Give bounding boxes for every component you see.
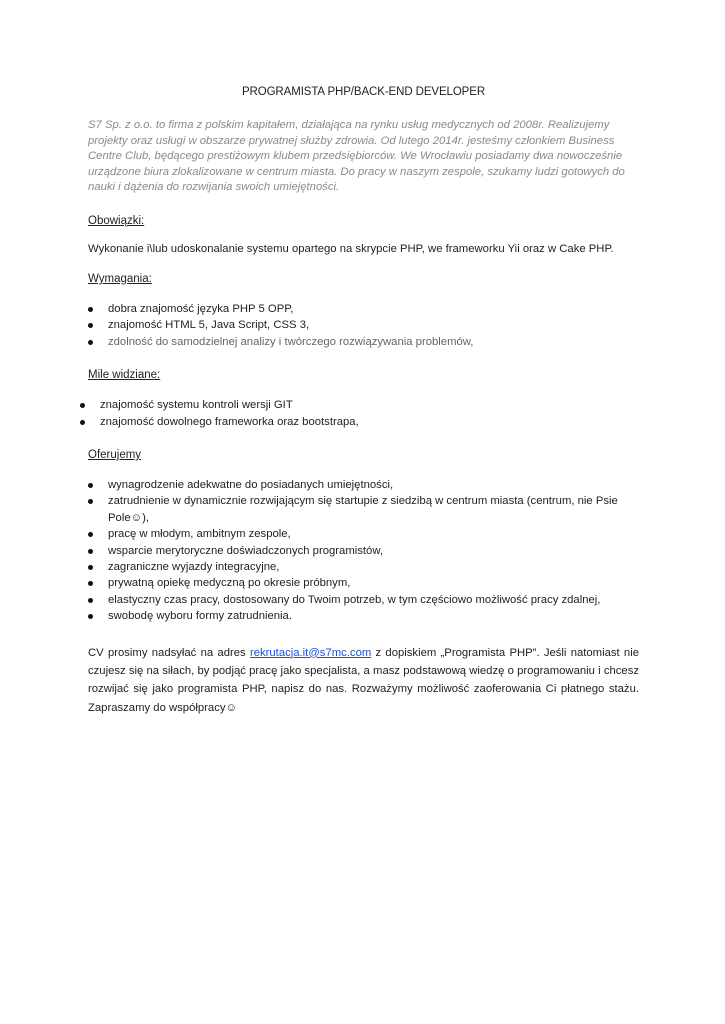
list-item: dobra znajomość języka PHP 5 OPP, xyxy=(88,301,639,317)
document-content xyxy=(88,86,639,717)
bullet-icon xyxy=(88,483,93,488)
bullet-icon xyxy=(88,581,93,586)
bullet-icon xyxy=(88,565,93,570)
requirements-heading: Wymagania: xyxy=(88,272,152,285)
list-item: prywatną opiekę medyczną po okresie próbnym, xyxy=(88,575,639,591)
email-link[interactable]: rekrutacja.it@s7mc.com xyxy=(249,646,372,659)
closing-text-end: z dopiskiem „Programista PHP”. Jeśli natomiast nie czujesz się na siłach, by podjąć pracę jako specjalista, a masz podstawową wiedzę o programowaniu i chcesz rozwijać się jako programista PHP, napisz do nas. Rozważymy możliwość zaoferowania Ci płatnego stażu. Zapraszamy do współpracy☺ xyxy=(88,646,640,714)
nice-to-have-list xyxy=(80,397,639,430)
list-item: zagraniczne wyjazdy integracyjne, xyxy=(88,559,639,575)
bullet-icon xyxy=(88,499,93,504)
list-item: zdolność do samodzielnej analizy i twórczego rozwiązywania problemów, xyxy=(88,334,639,350)
offer-heading: Oferujemy xyxy=(88,449,142,461)
bullet-icon xyxy=(88,598,93,603)
list-item: pracę w młodym, ambitnym zespole, xyxy=(88,526,639,542)
closing-paragraph xyxy=(88,644,639,717)
bullet-icon xyxy=(88,614,93,619)
list-item: znajomość systemu kontroli wersji GIT xyxy=(80,397,639,413)
list-item: znajomość dowolnego frameworka oraz bootstrapa, xyxy=(80,414,639,430)
bullet-icon xyxy=(88,307,93,312)
nice-to-have-heading: Mile widziane: xyxy=(88,369,161,382)
company-intro: S7 Sp. z o.o. to firma z polskim kapitałem, działająca na rynku usług medycznych od 2008r. Realizujemy projekty oraz usługi w obszarze prywatnej służby zdrowia. Od lutego 2014r. jesteśmy członkiem Business Centre Club, będącego prestiżowym klubem przedsiębiorców. We Wrocławiu posiadamy dwa nowocześnie urządzone biura zlokalizowane w centrum miasta. Do pracy w naszym zespole, szukamy ludzi gotowych do nauki i dążenia do rozwijania swoich umiejętności. xyxy=(88,119,625,194)
bullet-icon xyxy=(88,532,93,537)
bullet-icon xyxy=(88,549,93,554)
bullet-icon xyxy=(80,403,85,408)
list-item: swobodę wyboru formy zatrudnienia. xyxy=(88,608,639,624)
list-item: wynagrodzenie adekwatne do posiadanych umiejętności, xyxy=(88,477,639,493)
list-item: elastyczny czas pracy, dostosowany do Twoim potrzeb, w tym częściowo możliwość pracy zdalnej, xyxy=(88,592,639,608)
bullet-icon xyxy=(88,340,93,345)
requirements-list xyxy=(88,301,639,350)
list-item: wsparcie merytoryczne doświadczonych programistów, xyxy=(88,543,639,559)
closing-text-start: CV prosimy nadsyłać na adres xyxy=(88,646,250,659)
list-item: zatrudnienie w dynamicznie rozwijającym się startupie z siedzibą w centrum miasta (centrum, nie Psie Pole☺), xyxy=(88,493,639,526)
offer-list xyxy=(88,477,639,625)
duties-text: Wykonanie i\lub udoskonalanie systemu opartego na skrypcie PHP, we frameworku Yii oraz w Cake PHP. xyxy=(88,242,614,255)
bullet-icon xyxy=(80,420,85,425)
job-title: PROGRAMISTA PHP/BACK-END DEVELOPER xyxy=(241,86,486,98)
duties-heading: Obowiązki: xyxy=(88,214,145,227)
list-item: znajomość HTML 5, Java Script, CSS 3, xyxy=(88,317,639,333)
bullet-icon xyxy=(88,323,93,328)
